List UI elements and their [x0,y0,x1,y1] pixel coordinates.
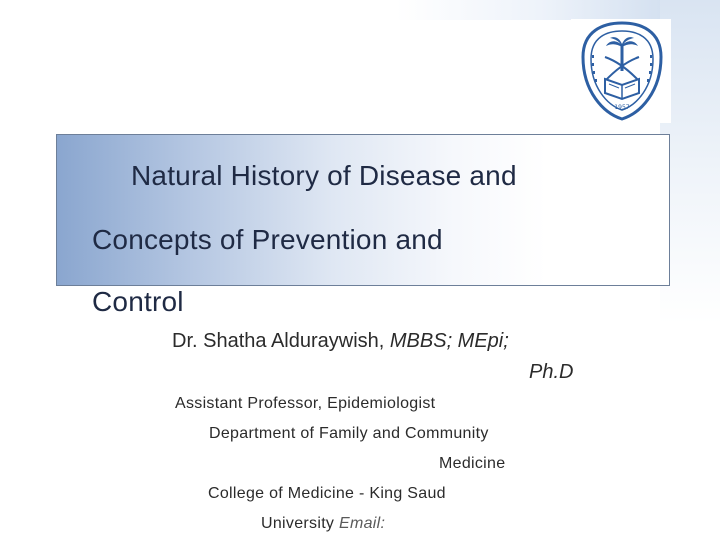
author-line [172,330,509,353]
title-line-2: Concepts of Prevention and [92,224,443,255]
college-name-end: University [261,515,339,532]
college-line-2 [261,515,385,533]
university-logo-frame [571,19,671,123]
email-label: Email: [338,515,386,532]
college-line-1: College of Medicine - King Saud [208,485,446,502]
author-degree-last: Ph.D [529,361,574,383]
title-box [56,134,670,286]
position-text: Assistant Professor, Epidemiologist [175,395,436,412]
university-logo [579,21,665,121]
top-gradient-band [0,0,720,20]
author-degrees: MBBS; MEpi; [389,330,509,352]
department-line-2: Medicine [439,455,506,472]
author-name: Dr. Shatha Alduraywish, [172,330,390,352]
title-line-1: Natural History of Disease and [131,160,517,191]
svg-text:1957: 1957 [614,104,630,111]
title-line-3: Control [92,286,184,317]
department-line-1: Department of Family and Community [209,425,489,442]
